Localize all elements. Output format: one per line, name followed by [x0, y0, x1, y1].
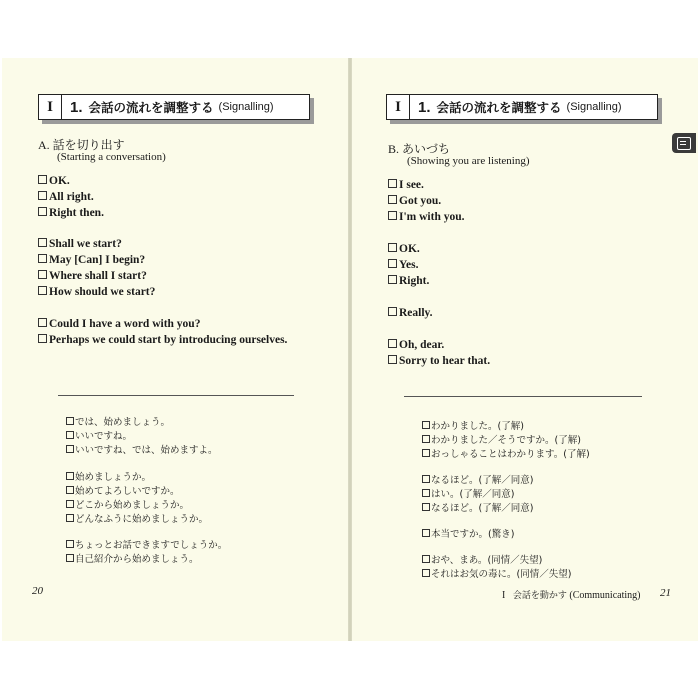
checkbox-icon — [66, 431, 74, 439]
checkbox-icon — [388, 179, 397, 188]
phrase-item: Right. — [388, 273, 429, 289]
phrase-item: OK. — [38, 173, 70, 189]
checkbox-icon — [38, 270, 47, 279]
divider — [404, 396, 642, 397]
section-subtitle: (Showing you are listening) — [407, 155, 530, 167]
phrase-item: Right then. — [38, 205, 104, 221]
checkbox-icon — [38, 175, 47, 184]
phrase-item: Shall we start? — [38, 236, 122, 252]
phrase-item: Yes. — [388, 257, 419, 273]
translation-item: なるほど。(了解／同意) — [422, 474, 533, 488]
checkbox-icon — [388, 243, 397, 252]
translation-item: わかりました。(了解) — [422, 420, 524, 434]
checkbox-icon — [66, 540, 74, 548]
chapter-number: I — [387, 95, 410, 119]
checkbox-icon — [38, 318, 47, 327]
right-page — [352, 58, 698, 641]
checkbox-icon — [38, 286, 47, 295]
phrase-item: Sorry to hear that. — [388, 353, 490, 369]
phrase-item: How should we start? — [38, 284, 155, 300]
chapter-heading — [38, 94, 310, 120]
checkbox-icon — [388, 211, 397, 220]
checkbox-icon — [388, 275, 397, 284]
checkbox-icon — [422, 449, 430, 457]
section-subtitle: (Starting a conversation) — [57, 151, 166, 163]
checkbox-icon — [38, 254, 47, 263]
translation-item: どこから始めましょうか。 — [66, 499, 189, 513]
checkbox-icon — [422, 569, 430, 577]
checkbox-icon — [66, 500, 74, 508]
checkbox-icon — [388, 195, 397, 204]
section-title: A. 話を切り出す — [38, 138, 125, 152]
divider — [58, 395, 294, 396]
translation-item: わかりました／そうですか。(了解) — [422, 434, 581, 448]
chapter-number: I — [39, 95, 62, 119]
translation-item: いいですね。 — [66, 430, 132, 444]
checkbox-icon — [422, 529, 430, 537]
heading-title: 会話の流れを調整する — [436, 100, 562, 115]
phrase-item: May [Can] I begin? — [38, 252, 145, 268]
checkbox-icon — [38, 207, 47, 216]
checkbox-icon — [66, 445, 74, 453]
translation-item: 本当ですか。(驚き) — [422, 528, 514, 542]
translation-item: はい。(了解／同意) — [422, 488, 514, 502]
chapter-heading — [386, 94, 658, 120]
left-page — [2, 58, 348, 641]
heading-title: 会話の流れを調整する — [88, 100, 214, 115]
checkbox-icon — [388, 307, 397, 316]
checkbox-icon — [38, 191, 47, 200]
checkbox-icon — [422, 421, 430, 429]
translation-item: それはお気の毒に。(同情／失望) — [422, 568, 571, 582]
phrase-item: All right. — [38, 189, 94, 205]
speech-bubble-icon — [672, 133, 696, 153]
checkbox-icon — [38, 334, 47, 343]
section-number: 1. — [418, 98, 431, 116]
translation-item: 自己紹介から始めましょう。 — [66, 553, 199, 567]
phrase-item: Perhaps we could start by introducing ourselves. — [38, 332, 287, 348]
phrase-item: I'm with you. — [388, 209, 465, 225]
translation-item: いいですね、では、始めますよ。 — [66, 444, 218, 458]
page-number: 21 — [660, 587, 671, 599]
checkbox-icon — [422, 475, 430, 483]
phrase-item: Oh, dear. — [388, 337, 444, 353]
translation-item: おや、まあ。(同情／失望) — [422, 554, 542, 568]
checkbox-icon — [422, 503, 430, 511]
phrase-item: Where shall I start? — [38, 268, 147, 284]
phrase-item: Got you. — [388, 193, 441, 209]
checkbox-icon — [66, 554, 74, 562]
heading-english: (Signalling) — [566, 101, 622, 113]
checkbox-icon — [66, 514, 74, 522]
translation-item: ちょっとお話できますでしょうか。 — [66, 539, 227, 553]
checkbox-icon — [422, 435, 430, 443]
checkbox-icon — [388, 339, 397, 348]
phrase-item: Really. — [388, 305, 433, 321]
checkbox-icon — [422, 489, 430, 497]
translation-item: なるほど。(了解／同意) — [422, 502, 533, 516]
checkbox-icon — [388, 259, 397, 268]
heading-english: (Signalling) — [218, 101, 274, 113]
translation-item: では、始めましょう。 — [66, 416, 170, 430]
checkbox-icon — [38, 238, 47, 247]
running-head: I 会話を動かす (Communicating) — [502, 590, 641, 601]
phrase-item: Could I have a word with you? — [38, 316, 200, 332]
translation-item: 始めましょうか。 — [66, 471, 151, 485]
section-number: 1. — [70, 98, 83, 116]
checkbox-icon — [66, 417, 74, 425]
translation-item: どんなふうに始めましょうか。 — [66, 513, 208, 527]
phrase-item: OK. — [388, 241, 420, 257]
section-title: B. あいづち — [388, 142, 451, 156]
translation-item: 始めてよろしいですか。 — [66, 485, 180, 499]
checkbox-icon — [66, 486, 74, 494]
checkbox-icon — [388, 355, 397, 364]
phrase-item: I see. — [388, 177, 424, 193]
checkbox-icon — [422, 555, 430, 563]
checkbox-icon — [66, 472, 74, 480]
translation-item: おっしゃることはわかります。(了解) — [422, 448, 590, 462]
page-number: 20 — [32, 585, 43, 597]
